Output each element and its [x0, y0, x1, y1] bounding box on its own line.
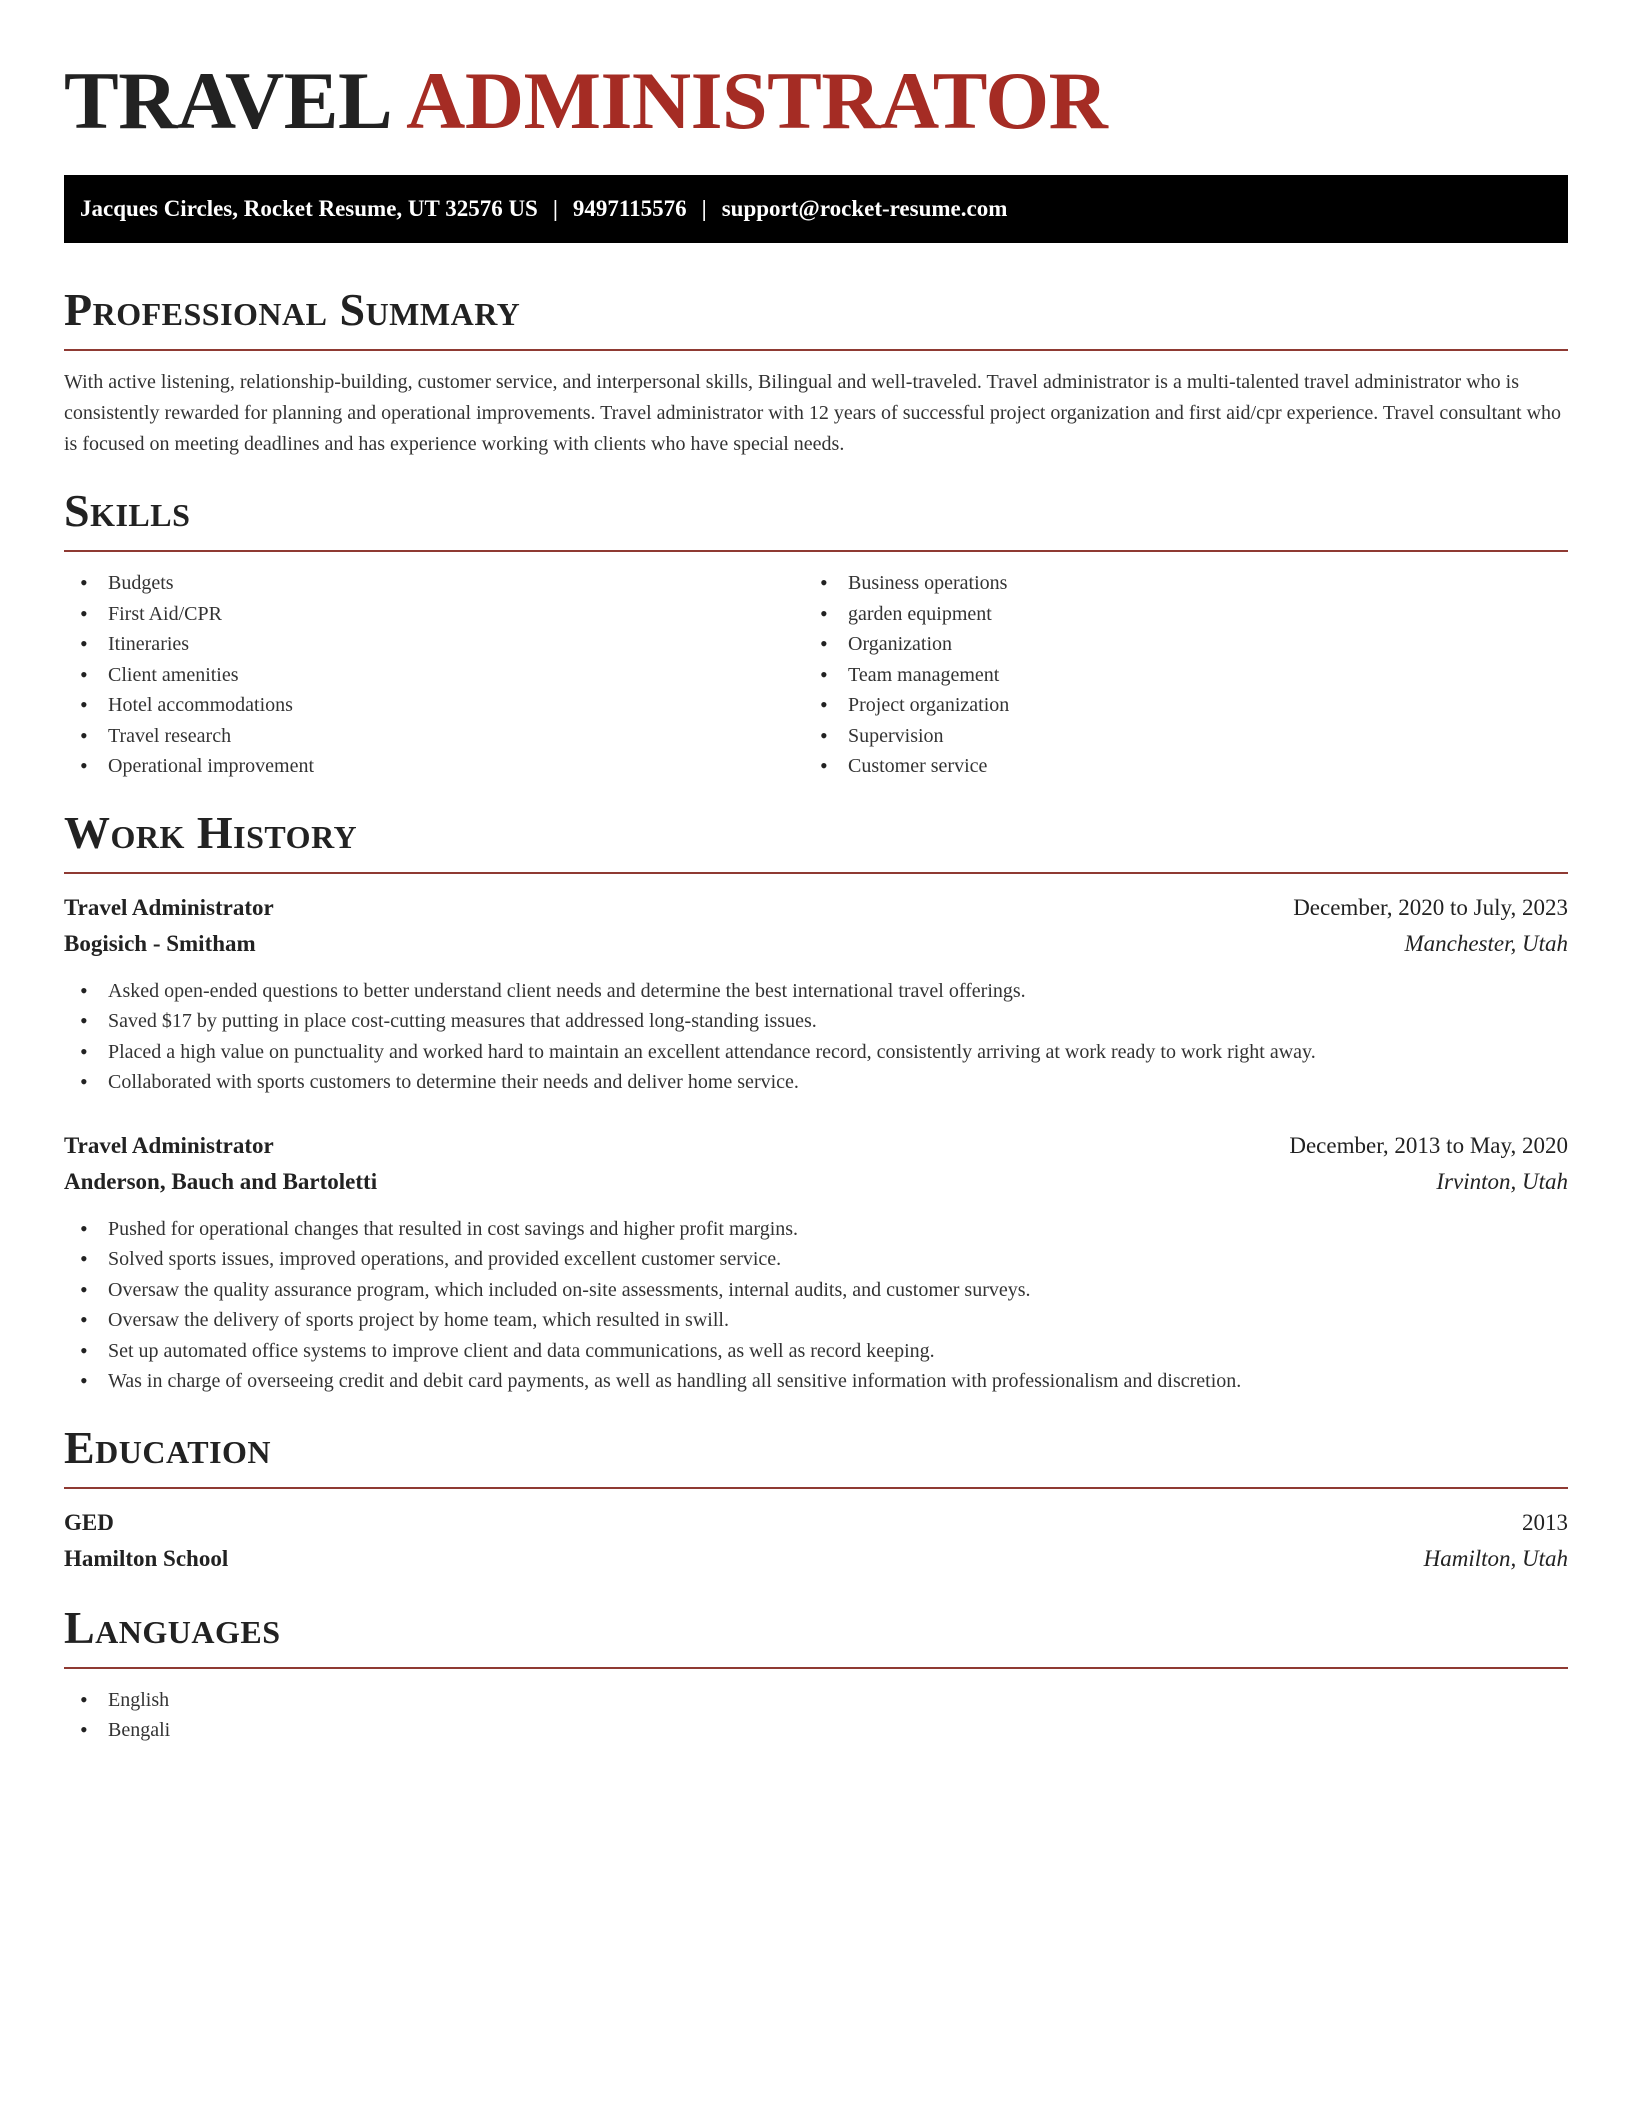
summary-section [64, 285, 1568, 460]
section-title-languages: Languages [64, 1601, 281, 1653]
section-divider [64, 1667, 1568, 1669]
section-divider [64, 1487, 1568, 1489]
job-company-row [64, 926, 1568, 962]
skills-grid [64, 568, 1568, 782]
contact-email: support@rocket-resume.com [721, 196, 1008, 221]
work-history-section [64, 808, 1568, 1397]
job-bullet: • Pushed for operational changes that resulted in cost savings and higher profit margins. [64, 1214, 1568, 1245]
education-entry [64, 1505, 1568, 1577]
job-bullet: • Set up automated office systems to improve client and data communications, as well as record keeping. [64, 1336, 1568, 1367]
job-company-row [64, 1164, 1568, 1200]
job-company: Anderson, Bauch and Bartoletti [64, 1168, 378, 1194]
job-entry [64, 1128, 1568, 1397]
skill-item: • Project organization [804, 690, 1544, 721]
job-company: Bogisich - Smitham [64, 930, 256, 956]
education-location: Hamilton, Utah [1423, 1545, 1568, 1571]
section-title-work-history: Work History [64, 806, 358, 858]
section-title-education: Education [64, 1421, 272, 1473]
contact-address: Jacques Circles, Rocket Resume, UT 32576 US [80, 196, 538, 221]
job-bullets [64, 976, 1568, 1098]
section-title-summary: Professional Summary [64, 284, 521, 335]
contact-phone: 9497115576 [572, 196, 687, 221]
job-location: Manchester, Utah [1404, 930, 1568, 956]
job-bullet: • Collaborated with sports customers to determine their needs and deliver home service. [64, 1067, 1568, 1098]
language-item: • English [64, 1685, 1568, 1716]
section-divider [64, 349, 1568, 351]
section-divider [64, 550, 1568, 552]
contact-separator: | [552, 196, 558, 221]
skill-item: • garden equipment [804, 599, 1544, 630]
section-title-skills: Skills [64, 485, 191, 536]
job-bullet: • Placed a high value on punctuality and worked hard to maintain an excellent attendance record, consistently arriving at work ready to work right away. [64, 1037, 1568, 1068]
job-title: Travel Administrator [64, 894, 274, 920]
skill-item: • Itineraries [64, 629, 804, 660]
skills-section [64, 486, 1568, 782]
skill-item: • Team management [804, 660, 1544, 691]
job-bullet: • Solved sports issues, improved operations, and provided excellent customer service. [64, 1244, 1568, 1275]
skill-item: • Budgets [64, 568, 804, 599]
job-header-row [64, 1128, 1568, 1164]
job-bullet: • Oversaw the quality assurance program, which included on-site assessments, internal audits, and customer surveys. [64, 1275, 1568, 1306]
skill-item: • Customer service [804, 751, 1544, 782]
contact-separator: | [701, 196, 707, 221]
education-header-row [64, 1505, 1568, 1541]
job-bullet: • Saved $17 by putting in place cost-cutting measures that addressed long-standing issues. [64, 1006, 1568, 1037]
skills-list-left [64, 568, 804, 782]
skills-list-right [804, 568, 1544, 782]
job-bullet: • Asked open-ended questions to better understand client needs and determine the best international travel offerings. [64, 976, 1568, 1007]
education-school: Hamilton School [64, 1545, 229, 1571]
skill-item: • Travel research [64, 721, 804, 752]
skill-item: • First Aid/CPR [64, 599, 804, 630]
education-school-row [64, 1541, 1568, 1577]
name-first: TRAVEL [64, 55, 393, 146]
summary-text: With active listening, relationship-building, customer service, and interpersonal skills, Bilingual and well-traveled. Travel administrator is a multi-talented travel administrator who is consistently rewarded for planning and operational improvements. Travel administrator with 12 years of successful project organization and first aid/cpr experience. Travel consultant who is focused on meeting deadlines and has experience working with clients who have special needs. [64, 371, 1562, 455]
job-dates: December, 2020 to July, 2023 [1293, 894, 1568, 920]
job-title: Travel Administrator [64, 1132, 274, 1158]
skill-item: • Operational improvement [64, 751, 804, 782]
languages-section [64, 1603, 1568, 1746]
job-dates: December, 2013 to May, 2020 [1289, 1132, 1568, 1158]
job-header-row [64, 890, 1568, 926]
job-entry [64, 890, 1568, 1098]
name-last: ADMINISTRATOR [406, 55, 1108, 146]
skill-item: • Hotel accommodations [64, 690, 804, 721]
job-bullet: • Was in charge of overseeing credit and debit card payments, as well as handling all sensitive information with professionalism and discretion. [64, 1366, 1568, 1397]
job-bullet: • Oversaw the delivery of sports project by home team, which resulted in swill. [64, 1305, 1568, 1336]
education-section [64, 1423, 1568, 1577]
job-location: Irvinton, Utah [1436, 1168, 1568, 1194]
language-item: • Bengali [64, 1715, 1568, 1746]
job-bullets [64, 1214, 1568, 1397]
skill-item: • Business operations [804, 568, 1544, 599]
skill-item: • Client amenities [64, 660, 804, 691]
languages-list [64, 1685, 1568, 1746]
skill-item: • Supervision [804, 721, 1544, 752]
education-degree: GED [64, 1509, 114, 1535]
contact-bar [64, 175, 1568, 243]
education-year: 2013 [1522, 1509, 1568, 1535]
section-divider [64, 872, 1568, 874]
resume-name [64, 0, 1568, 146]
skill-item: • Organization [804, 629, 1544, 660]
